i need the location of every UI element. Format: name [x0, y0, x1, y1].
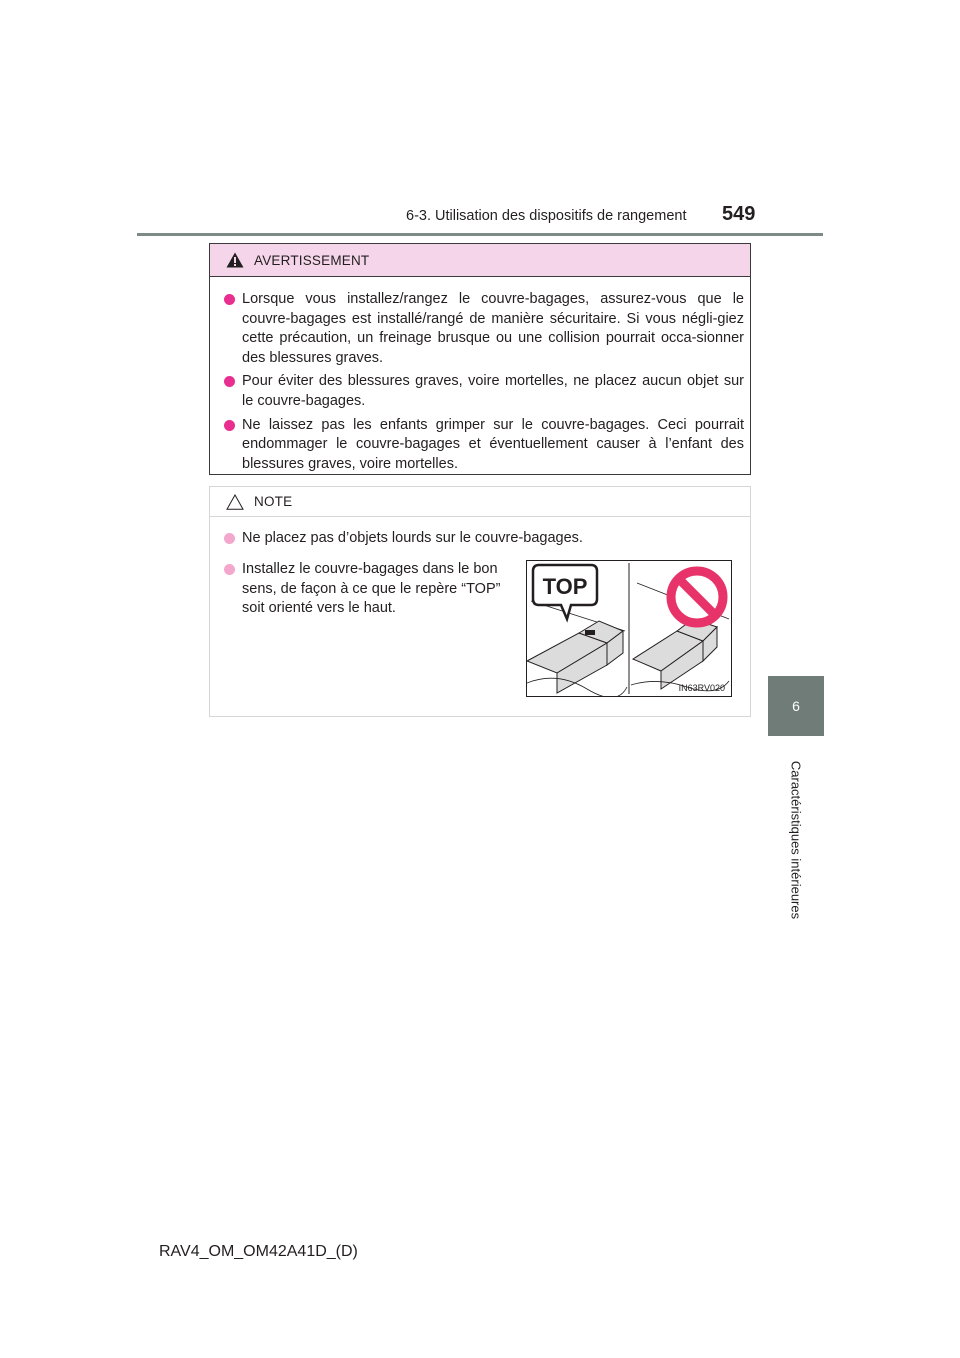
chapter-number: 6 — [792, 698, 800, 714]
bullet-icon — [224, 376, 235, 387]
header-rule — [137, 233, 823, 236]
image-code: IN63RV020 — [678, 683, 725, 693]
footer-manual-id: RAV4_OM_OM42A41D_(D) — [159, 1243, 358, 1260]
cover-roll-left — [527, 621, 623, 693]
warning-item-text: Lorsque vous installez/rangez le couvre-bagages, assurez-vous que le couvre-bagages est installé/rangé de manière sécuritaire. Si vous négli-giez cette précaution, un freinage brusque ou une collision pourrait occa-sionner des blessures graves. — [242, 291, 744, 366]
warning-item-text: Pour éviter des blessures graves, voire mortelles, ne placez aucun objet sur le couvre-bagages. — [242, 373, 744, 409]
warning-header — [210, 244, 750, 277]
bullet-icon — [224, 294, 235, 305]
warning-item-text: Ne laissez pas les enfants grimper sur le couvre-bagages. Ceci pourrait endommager le couvre-bagages et éventuellement causer à l’enfant des blessures graves, voire mortelles. — [242, 416, 744, 472]
note-box — [209, 486, 751, 717]
note-item — [224, 560, 514, 623]
warning-item — [224, 372, 744, 411]
note-item-text: Ne placez pas d’objets lourds sur le couvre-bagages. — [242, 530, 583, 546]
warning-triangle-icon — [226, 252, 244, 268]
page-number: 549 — [722, 203, 756, 225]
note-header — [210, 487, 750, 517]
note-title: NOTE — [254, 494, 293, 509]
top-mark-on-roll — [585, 630, 595, 635]
chapter-label: Caractéristiques intérieures — [788, 760, 804, 920]
bullet-icon — [224, 564, 235, 575]
top-mark-callout — [533, 565, 597, 619]
warning-box — [209, 243, 751, 475]
bullet-icon — [224, 533, 235, 544]
prohibited-icon — [671, 571, 723, 623]
warning-list — [224, 290, 744, 478]
warning-item — [224, 290, 744, 368]
cover-roll-right — [633, 619, 717, 689]
note-item — [224, 529, 744, 553]
chapter-tab — [768, 676, 824, 736]
cover-illustration — [526, 560, 732, 697]
warning-item — [224, 416, 744, 475]
note-item-row — [224, 529, 744, 549]
header-section-title: 6-3. Utilisation des dispositifs de rangement — [406, 208, 687, 224]
note-item-row — [224, 560, 514, 619]
bullet-icon — [224, 420, 235, 431]
warning-title: AVERTISSEMENT — [254, 252, 370, 268]
note-item-text: Installez le couvre-bagages dans le bon sens, de façon à ce que le repère “TOP” soit orienté vers le haut. — [242, 561, 501, 617]
top-mark-label: TOP — [542, 574, 588, 599]
caution-triangle-outline-icon — [226, 494, 244, 510]
